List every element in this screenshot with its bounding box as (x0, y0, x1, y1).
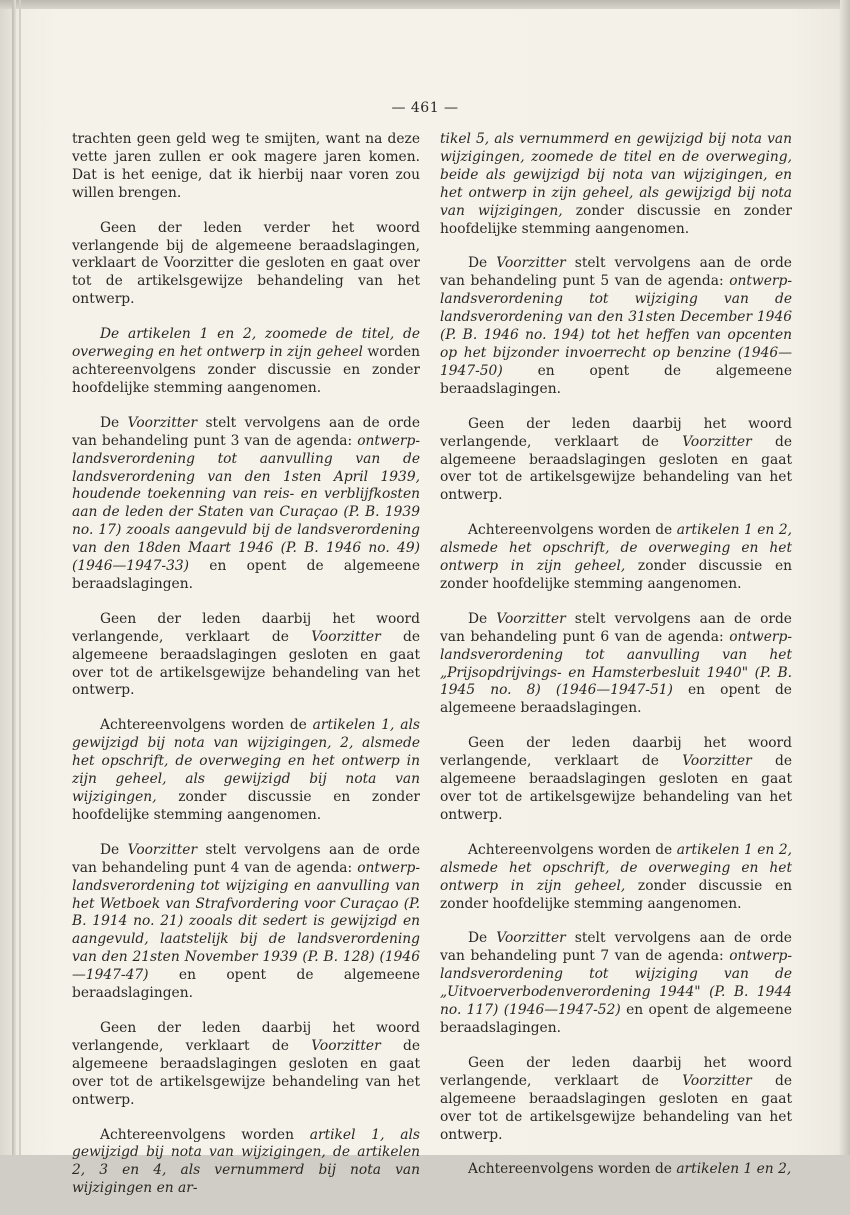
paragraph (440, 255, 792, 398)
text-span: de algemeene beraadslagingen gesloten en gaat over tot de artikelsgewijze behandeling van het ontwerp. (440, 433, 792, 504)
text-span: Geen der leden daarbij het woord verlangende, verklaart de (72, 610, 420, 645)
text-span: zonder discussie en zonder hoofdelijke stemming aangenomen. (440, 558, 793, 592)
paragraph (440, 1161, 792, 1179)
italic-text: ontwerp-landsverordening tot wijziging van de landsverordening van den 31sten December 1946 (P. B. 1946 no. 194) tot het heffen van opcenten op het bijzonder invoerrecht op benzine (1946—1947-50) (440, 273, 792, 379)
paragraph (440, 735, 792, 825)
text-span: stelt vervolgens aan de orde van behandeling punt 7 van de agenda: (440, 930, 792, 965)
text-span: de algemeene beraadslagingen gesloten en gaat over tot de artikelsgewijze behandeling van het ontwerp. (440, 753, 792, 823)
text-span: zonder discussie en zonder hoofdelijke stemming aangenomen. (72, 789, 420, 823)
italic-text: ontwerp-landsverordening tot aanvulling van de landsverordening van den 1sten April 1939, houdende toekenning van reis- en verblijfkosten aan de leden der Staten van Curaçao (P. B. 1939 no. 17) zooals aangevuld bij de landsverordening van den 18den Maart 1946 (P. B. 1946 no. 49) (1946—1947-33) (72, 432, 420, 575)
italic-text: artikelen 1 en 2, alsmede het opschrift, de overweging en het ontwerp in zijn geheel, (440, 522, 792, 575)
paragraph (72, 717, 420, 824)
italic-text: Voorzitter (682, 433, 752, 450)
text-span: en opent de algemeene beraadslagingen. (72, 967, 420, 1002)
text-span: de algemeene beraadslagingen gesloten en gaat over tot de artikelsgewijze behandeling van het ontwerp. (72, 628, 420, 699)
paragraph (440, 1055, 792, 1145)
text-span: De (468, 930, 497, 947)
left-column (72, 131, 420, 1215)
text-span: Achtereenvolgens worden de (468, 1161, 677, 1178)
text-span: en opent de algemeene beraadslagingen. (72, 558, 420, 592)
text-span: en opent de algemeene beraadslagingen. (440, 682, 792, 717)
italic-text: Voorzitter (496, 255, 566, 272)
text-span: Achtereenvolgens worden de (468, 522, 677, 539)
italic-text: Voorzitter (682, 753, 752, 770)
text-span: Geen der leden daarbij het woord verlangende, verklaart de (440, 1054, 792, 1089)
text-span: worden achtereenvolgens zonder discussie en zonder hoofdelijke stemming aangenomen. (72, 344, 420, 396)
page-left-fold-line (19, 0, 21, 1155)
italic-text: Voorzitter (311, 628, 381, 645)
text-span: zonder discussie en zonder hoofdelijke stemming aangenomen. (440, 202, 792, 237)
italic-text: ontwerp-landsverordening tot wijziging van de „Uitvoerverbodenverordening 1944" (P. B. 1944 no. 117) (1946—1947-52) (440, 948, 792, 1019)
paragraph (72, 415, 420, 594)
text-span: De (468, 610, 497, 627)
text-span: stelt vervolgens aan de orde van behandeling punt 3 van de agenda: (72, 414, 420, 449)
paragraph (440, 416, 792, 506)
paragraph (440, 842, 792, 914)
italic-text: Voorzitter (127, 414, 198, 431)
text-span: en opent de algemeene beraadslagingen. (440, 362, 792, 397)
italic-text: artikelen 1 en 2, alsmede het opschrift, de overweging en het ontwerp in zijn geheel, (440, 841, 792, 894)
text-span: stelt vervolgens aan de orde van behandeling punt 4 van de agenda: (72, 841, 420, 876)
text-span: Achtereenvolgens worden (100, 1126, 310, 1143)
page-top-edge (0, 0, 850, 9)
text-span: Geen der leden daarbij het woord verlangende, verklaart de (440, 735, 792, 770)
text-span: De (468, 255, 497, 272)
paragraph (72, 611, 420, 701)
italic-text: tikel 5, als vernummerd en gewijzigd bij nota van wijzigingen, zoomede de titel en de overweging, beide als gewijzigd bij nota van wijzigingen, en het ontwerp in zijn geheel, als gewijzigd bij nota van wijzigingen, (440, 131, 792, 219)
paragraph (72, 326, 420, 398)
text-span: Geen der leden daarbij het woord verlangende, verklaart de (72, 1019, 420, 1054)
paragraph (72, 842, 420, 1003)
italic-text: Voorzitter (127, 841, 198, 858)
italic-text: Voorzitter (311, 1037, 381, 1054)
page-right-edge (840, 0, 850, 1155)
italic-text: artikel 1, als gewijzigd bij nota van wijzigingen, de artikelen 2, 3 en 4, als vernummerd bij nota van wijzigingen en ar- (72, 1126, 420, 1197)
text-span: de algemeene beraadslagingen gesloten en gaat over tot de artikelsgewijze behandeling van het ontwerp. (440, 1072, 792, 1143)
paragraph (72, 1020, 420, 1110)
paragraph (440, 522, 792, 594)
text-span: Achtereenvolgens worden de (468, 841, 677, 858)
text-span: stelt vervolgens aan de orde van behandeling punt 5 van de agenda: (440, 255, 792, 290)
text-span: en opent de algemeene beraadslagingen. (440, 1002, 792, 1036)
italic-text: artikelen 1, als gewijzigd bij nota van wijzigingen, 2, alsmede het opschrift, de overweging en het ontwerp in zijn geheel, als gewijzigd bij nota van wijzigingen, (72, 717, 420, 805)
page-left-fold (12, 0, 16, 1155)
text-span: zonder discussie en zonder hoofdelijke stemming aangenomen. (440, 877, 793, 912)
italic-text: ontwerp-landsverordening tot aanvulling van het „Prijsopdrijvings- en Hamsterbesluit 1940" (P. B. 1945 no. 8) (1946—1947-51) (440, 628, 792, 699)
text-span: Geen der leden daarbij het woord verlangende, verklaart de (440, 415, 792, 450)
text-span: De (100, 414, 128, 431)
italic-text: ontwerp-landsverordening tot wijziging en aanvulling van het Wetboek van Strafvordering voor Curaçao (P. B. 1914 no. 21) zooals dit sedert is gewijzigd en aangevuld, laatstelijk bij de landsverordening van den 21sten November 1939 (P. B. 128) (1946—1947-47) (72, 859, 420, 984)
italic-text: Voorzitter (496, 610, 566, 627)
text-span: de algemeene beraadslagingen gesloten en gaat over tot de artikelsgewijze behandeling van het ontwerp. (72, 1037, 420, 1108)
paragraph: Geen der leden verder het woord verlangende bij de algemeene beraadslagingen, verklaart de Voorzitter die gesloten en gaat over tot de artikelsgewijze behandeling van het ontwerp. (72, 219, 420, 308)
paragraph (440, 930, 792, 1037)
paragraph (440, 131, 792, 238)
italic-text: Voorzitter (496, 930, 566, 947)
paragraph: trachten geen geld weg te smijten, want na deze vette jaren zullen er ook magere jaren komen. Dat is het eenige, dat ik hierbij naar voren zou willen brengen. (72, 131, 420, 201)
paragraph (72, 1127, 420, 1199)
text-span: Achtereenvolgens worden de (100, 717, 313, 734)
paragraph (440, 611, 792, 718)
italic-text: artikelen 1 en 2, (676, 1161, 792, 1178)
right-column (440, 131, 792, 1196)
italic-text: De artikelen 1 en 2, zoomede de titel, de overweging en het ontwerp in zijn geheel (72, 326, 420, 361)
italic-text: Voorzitter (682, 1072, 752, 1089)
page-number: — 461 — (391, 100, 459, 116)
text-span: De (100, 841, 128, 858)
text-span: stelt vervolgens aan de orde van behandeling punt 6 van de agenda: (440, 610, 792, 645)
